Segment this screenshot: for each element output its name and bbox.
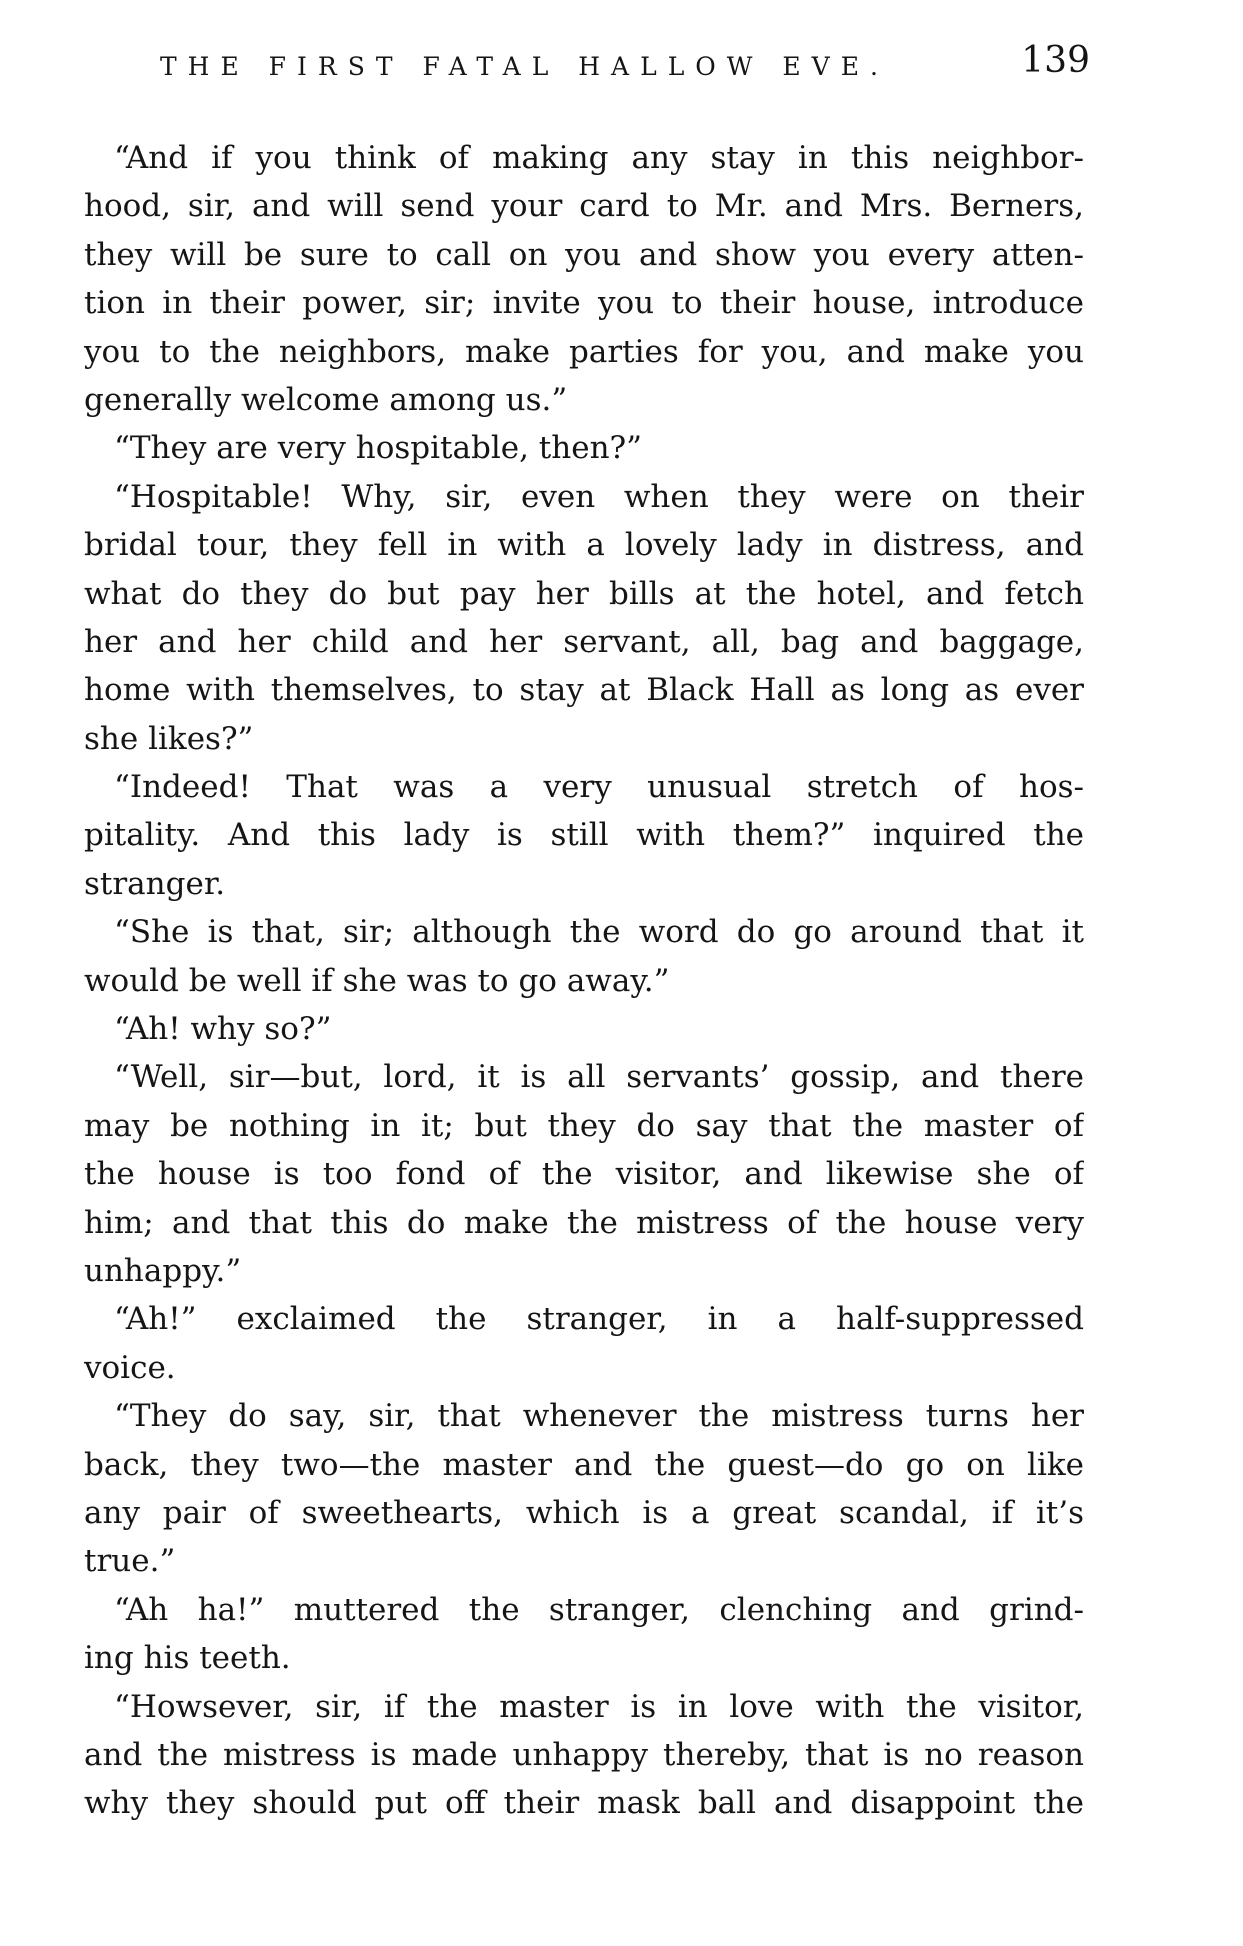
text-line: “Well, sir—but, lord, it is all servants’ gossip, and there (114, 1059, 1084, 1096)
text-line: unhappy.” (84, 1252, 242, 1289)
text-line: bridal tour, they fell in with a lovely lady in distress, and (84, 527, 1084, 564)
text-line: ing his teeth. (84, 1640, 291, 1677)
text-line: “And if you think of making any stay in this neighbor- (114, 140, 1084, 176)
text-line: back, they two—the master and the guest—do go on like (84, 1446, 1084, 1483)
text-line: what do they do but pay her bills at the hotel, and fetch (84, 575, 1084, 612)
text-line: they will be sure to call on you and show you every atten- (84, 236, 1084, 273)
text-line: stranger. (84, 865, 226, 902)
text-line: and the mistress is made unhappy thereby, that is no reason (84, 1736, 1084, 1773)
text-line: tion in their power, sir; invite you to their house, introduce (84, 285, 1084, 322)
text-line: “Ah ha!” muttered the stranger, clenching and grind- (114, 1591, 1084, 1628)
text-line: generally welcome among us.” (84, 381, 568, 418)
text-line: “They are very hospitable, then?” (114, 430, 642, 467)
text-line: would be well if she was to go away.” (84, 962, 670, 999)
page-body-text (84, 134, 1084, 1828)
text-line: she likes?” (84, 720, 254, 757)
text-line: hood, sir, and will send your card to Mr. and Mrs. Berners, (84, 188, 1084, 225)
page-number: 139 (1021, 40, 1090, 81)
text-line: “They do say, sir, that whenever the mistress turns her (114, 1398, 1084, 1435)
text-line: why they should put off their mask ball and disappoint the (84, 1785, 1084, 1822)
running-title: THE FIRST FATAL HALLOW EVE. (160, 52, 889, 81)
text-line: voice. (84, 1349, 176, 1386)
text-line: the house is too fond of the visitor, and likewise she of (84, 1156, 1084, 1193)
text-line: “Indeed! That was a very unusual stretch of hos- (114, 769, 1084, 806)
text-line: “Ah! why so?” (114, 1011, 332, 1048)
text-line: you to the neighbors, make parties for you, and make you (84, 333, 1084, 370)
text-line: home with themselves, to stay at Black Hall as long as ever (84, 672, 1084, 709)
text-line: true.” (84, 1543, 176, 1580)
text-line: her and her child and her servant, all, bag and baggage, (84, 623, 1084, 660)
text-line: may be nothing in it; but they do say that the master of (84, 1107, 1084, 1144)
text-line: “She is that, sir; although the word do go around that it (114, 914, 1084, 951)
text-line: “Ah!” exclaimed the stranger, in a half-suppressed (114, 1301, 1084, 1338)
text-line: “Howsever, sir, if the master is in love with the visitor, (114, 1688, 1084, 1725)
text-line: pitality. And this lady is still with them?” inquired the (84, 817, 1084, 854)
text-line: any pair of sweethearts, which is a great scandal, if it’s (84, 1494, 1084, 1531)
text-line: him; and that this do make the mistress of the house very (84, 1204, 1084, 1241)
page-header (160, 40, 1090, 90)
text-line: “Hospitable! Why, sir, even when they were on their (114, 478, 1084, 515)
